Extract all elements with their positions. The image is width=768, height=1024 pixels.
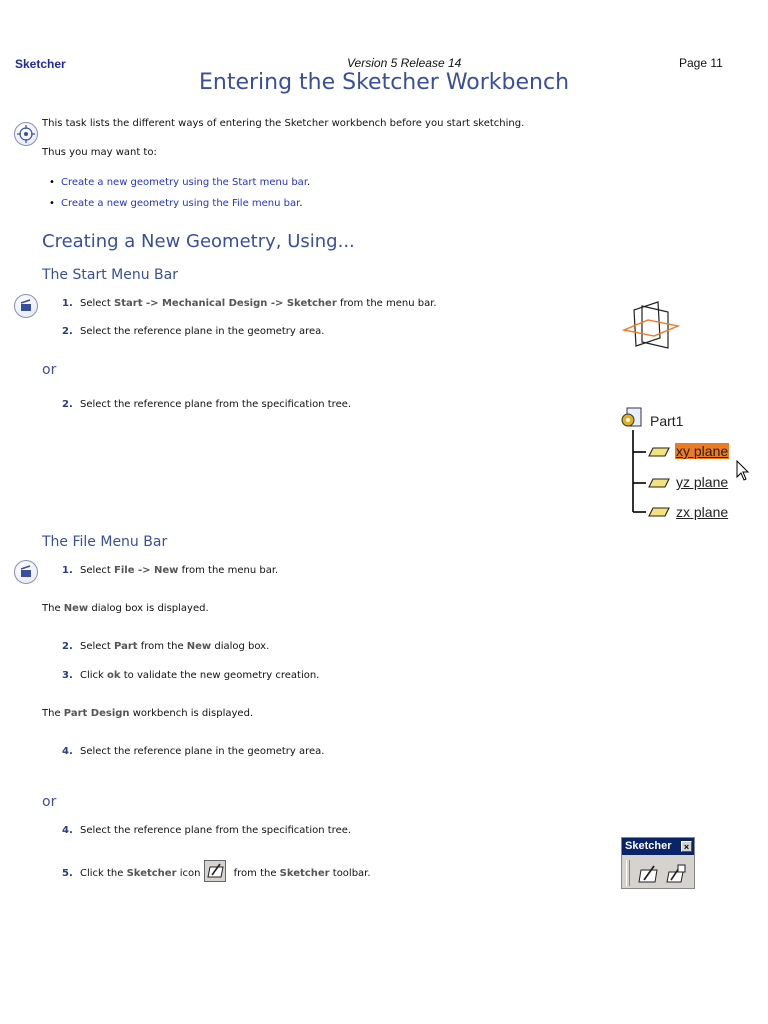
header-page-number: Page 11 <box>679 56 723 70</box>
positioned-sketch-button-icon[interactable] <box>664 862 688 886</box>
new-dialog-text: The New dialog box is displayed. <box>42 603 209 614</box>
intro-task-text: This task lists the different ways of entering the Sketcher workbench before you start sketching. <box>42 118 525 129</box>
start-menu-heading: The Start Menu Bar <box>42 267 178 283</box>
step-icon-start <box>14 294 38 318</box>
intro-thus-text: Thus you may want to: <box>42 147 157 158</box>
toolbar-title: Sketcher <box>625 840 672 852</box>
plane-icon <box>648 477 670 489</box>
page-title: Entering the Sketcher Workbench <box>198 70 570 95</box>
file-step-4: 4. Select the reference plane in the geometry area. <box>62 746 325 757</box>
header-product: Sketcher <box>15 57 66 71</box>
start-or-text: or <box>42 362 57 378</box>
tree-item-yz-plane[interactable]: yz plane <box>676 474 729 490</box>
sketcher-toolbar <box>621 837 695 889</box>
tree-root-part1[interactable]: Part1 <box>650 413 684 429</box>
tree-item-xy-plane[interactable]: xy plane <box>676 443 729 459</box>
clapper-icon <box>15 561 37 583</box>
pencil-icon <box>205 861 225 881</box>
toolbar-title-bar[interactable] <box>622 838 694 855</box>
objective-icon <box>14 122 38 146</box>
sketcher-icon[interactable] <box>204 860 226 882</box>
start-step-2b: 2. Select the reference plane from the specification tree. <box>62 399 352 410</box>
toolbar-grip[interactable] <box>626 860 630 886</box>
reference-planes-image <box>620 298 684 358</box>
start-step-1: 1. Select Start -> Mechanical Design -> Sketcher from the menu bar. <box>62 298 437 309</box>
target-icon <box>15 123 37 145</box>
list-item: • Create a new geometry using the File menu bar. <box>61 198 303 209</box>
file-step-3: 3. Click ok to validate the new geometry creation. <box>62 670 320 681</box>
file-or-text: or <box>42 794 57 810</box>
clapper-icon <box>15 295 37 317</box>
file-step-2: 2. Select Part from the New dialog box. <box>62 641 270 652</box>
toolbar-close-icon[interactable]: × <box>681 841 692 852</box>
sketch-button-icon[interactable] <box>636 862 660 886</box>
link-file-menu[interactable]: Create a new geometry using the File menu bar <box>61 198 300 209</box>
specification-tree <box>620 406 768 528</box>
file-step-1: 1. Select File -> New from the menu bar. <box>62 565 279 576</box>
file-menu-heading: The File Menu Bar <box>42 534 168 550</box>
file-step-4b: 4. Select the reference plane from the specification tree. <box>62 825 352 836</box>
file-step-5: 5. Click the Sketcher icon from the Sketcher toolbar. <box>62 860 371 882</box>
start-step-2: 2. Select the reference plane in the geometry area. <box>62 326 325 337</box>
mouse-cursor-icon <box>736 460 750 482</box>
list-item: • Create a new geometry using the Start menu bar. <box>61 177 310 188</box>
plane-icon <box>648 446 670 458</box>
plane-icon <box>648 506 670 518</box>
part-design-text: The Part Design workbench is displayed. <box>42 708 254 719</box>
step-icon-file <box>14 560 38 584</box>
link-start-menu[interactable]: Create a new geometry using the Start menu bar <box>61 177 308 188</box>
tree-item-zx-plane[interactable]: zx plane <box>676 504 729 520</box>
header-version: Version 5 Release 14 <box>347 56 462 70</box>
section-heading: Creating a New Geometry, Using... <box>42 231 355 252</box>
